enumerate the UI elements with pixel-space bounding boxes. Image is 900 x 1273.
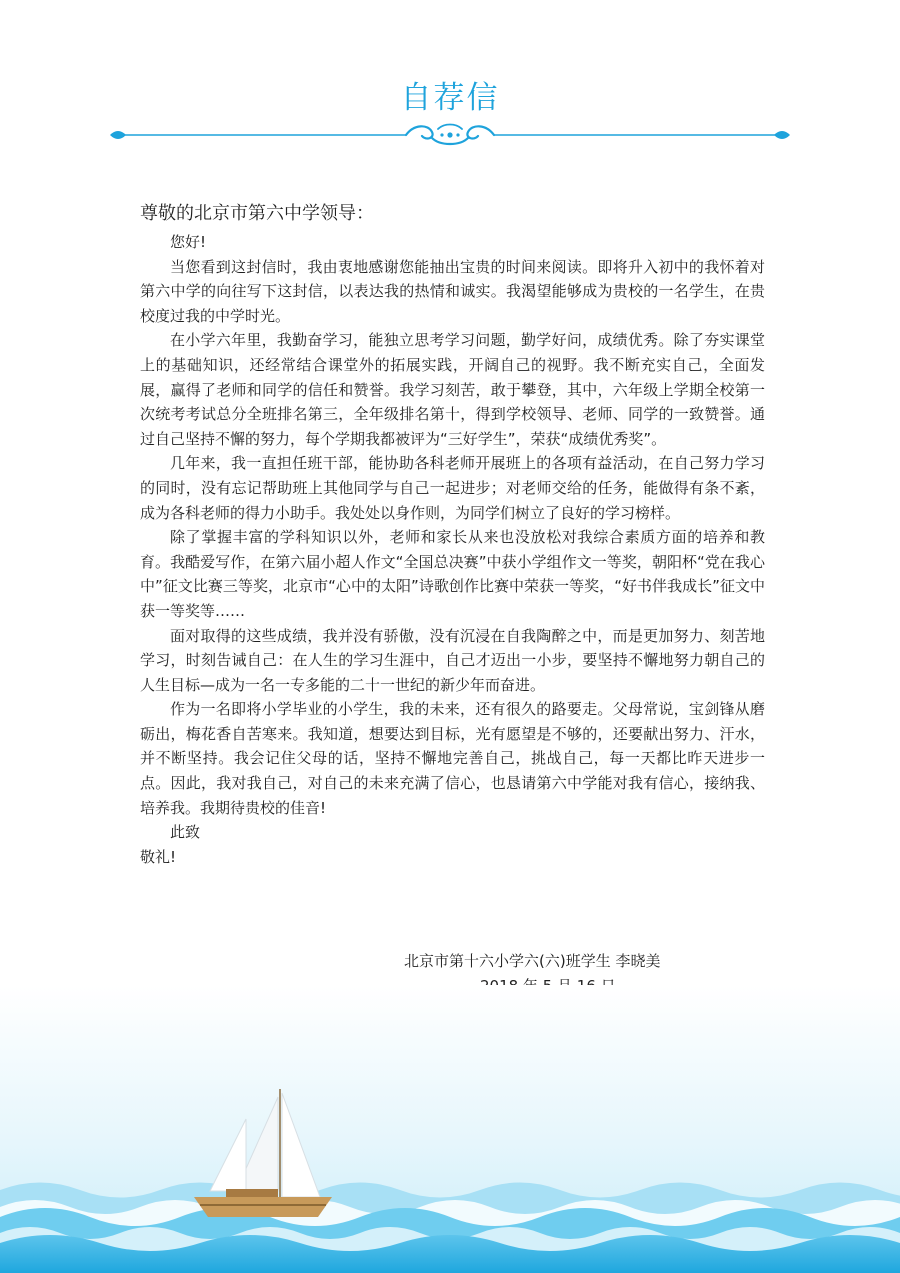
waves-icon — [0, 985, 900, 1273]
greeting: 您好! — [170, 233, 207, 251]
paragraph: 几年来，我一直担任班干部，能协助各科老师开展班上的各项有益活动，在自己努力学习的同时，没有忘记帮助班上其他同学与自己一起进步；对老师交给的任务，能做得有条不紊，成为各科老师的得力小助手。我处处以身作则，为同学们树立了良好的学习榜样。 — [140, 454, 765, 522]
letter-title: 自荐信 — [400, 80, 500, 116]
paragraph: 作为一名即将小学毕业的小学生，我的未来，还有很久的路要走。父母常说，宝剑锋从磨砺出，梅花香自苦寒来。我知道，想要达到目标，光有愿望是不够的，还要献出努力、汗水，并不断坚持。我会记住父母的话，坚持不懈地完善自己，挑战自己，每一天都比昨天进步一点。因此，我对我自己，对自己的未来充满了信心，也恳请第六中学能对我有信心，接纳我、培养我。我期待贵校的佳音! — [140, 700, 765, 817]
closing-salute: 敬礼! — [140, 847, 177, 866]
signature: 北京市第十六小学六(六)班学生 李晓美 — [404, 952, 661, 970]
closing-line: 此致 — [170, 823, 201, 842]
paragraph: 当您看到这封信时，我由衷地感谢您能抽出宝贵的时间来阅读。即将升入初中的我怀着对第六中学的向往写下这封信，以表达我的热情和诚实。我渴望能够成为贵校的一名学生，在贵校度过我的中学时光。 — [140, 257, 765, 325]
salutation: 尊敬的北京市第六中学领导： — [140, 203, 374, 224]
paragraph: 面对取得的这些成绩，我并没有骄傲，没有沉浸在自我陶醉之中，而是更加努力、刻苦地学习，时刻告诫自己：在人生的学习生涯中，自己才迈出一小步，要坚持不懈地努力朝自己的人生目标—成为一名一专多能的二十一世纪的新少年而奋进。 — [140, 626, 765, 694]
paragraph: 除了掌握丰富的学科知识以外，老师和家长从来也没放松对我综合素质方面的培养和教育。我酷爱写作，在第六届小超人作文“全国总决赛”中获小学组作文一等奖，朝阳杯“党在我心中”征文比赛三等奖，北京市“心中的太阳”诗歌创作比赛中荣获一等奖，“好书伴我成长”征文中获一等奖等…… — [140, 528, 765, 620]
scroll-ornament-icon — [106, 120, 794, 150]
letter-body — [140, 198, 765, 869]
paragraph: 在小学六年里，我勤奋学习，能独立思考学习问题，勤学好问，成绩优秀。除了夯实课堂上的基础知识，还经常结合课堂外的拓展实践，开阔自己的视野。我不断充实自己，全面发展，赢得了老师和同学的信任和赞誉。我学习刻苦，敢于攀登，其中，六年级上学期全校第一次统考考试总分全班排名第三，全年级排名第十，得到学校领导、老师、同学的一致赞誉。通过自己坚持不懈的努力，每个学期我都被评为“三好学生”，荣获“成绩优秀奖”。 — [140, 331, 765, 448]
